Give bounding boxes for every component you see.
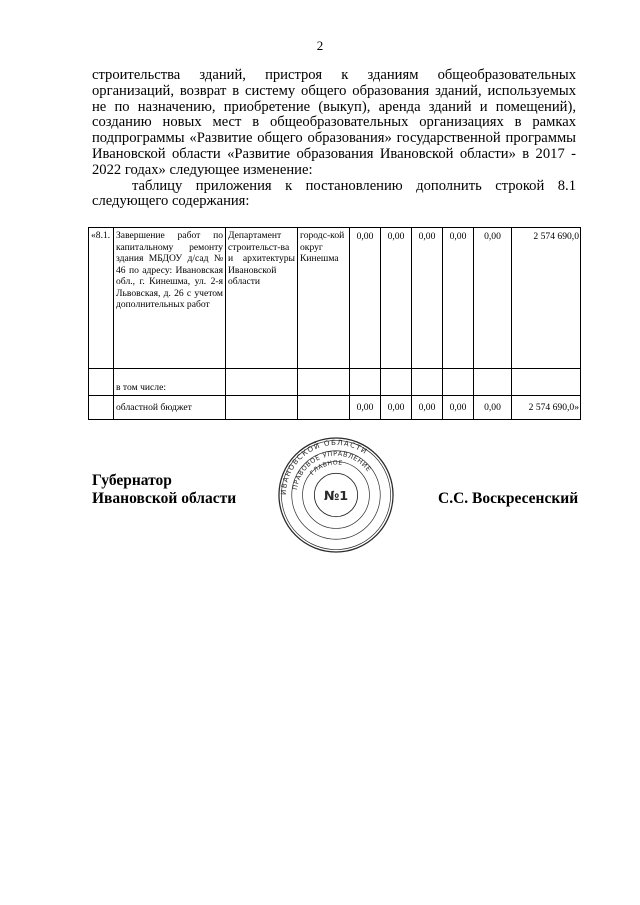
- row-number-cell: «8.1.: [89, 228, 114, 369]
- paragraph-amendment: таблицу приложения к постановлению дополнить строкой 8.1 следующего содержания:: [92, 177, 576, 210]
- official-seal-stamp: [277, 436, 395, 554]
- amendment-table: [88, 227, 581, 420]
- signature-name: С.С. Воскресенский: [438, 490, 579, 507]
- value-cell: 0,00: [474, 228, 512, 369]
- value-cell: 0,00: [412, 396, 443, 420]
- empty-cell: [89, 369, 114, 396]
- empty-cell: [443, 369, 474, 396]
- seal-number: №1: [323, 488, 349, 504]
- empty-cell: [226, 369, 298, 396]
- description-cell: Завершение работ по капитальному ремонту здания МБДОУ д/сад № 46 по адресу: Ивановская обл., г. Кинешма, ул. 2-я Львовская, д. 26 с учетом дополнительных работ: [114, 228, 226, 369]
- value-cell: 0,00: [474, 396, 512, 420]
- empty-cell: [381, 369, 412, 396]
- empty-cell: [298, 369, 350, 396]
- empty-cell: [89, 396, 114, 420]
- value-cell: 0,00: [350, 396, 381, 420]
- signature-title: [92, 472, 236, 508]
- signature-title-line-2: Ивановской области: [92, 490, 237, 507]
- table-row-main: [89, 228, 581, 369]
- seal-inner-text: ГЛАВНОЕ: [308, 459, 344, 477]
- page-number: 2: [316, 38, 324, 53]
- value-cell: 0,00: [443, 396, 474, 420]
- total-cell: 2 574 690,0: [512, 228, 581, 369]
- value-cell: 0,00: [381, 228, 412, 369]
- value-cell: 0,00: [381, 396, 412, 420]
- paragraph-continuation: строительства зданий, пристроя к зданиям общеобразовательных организаций, возврат в систему общего образования зданий, используемых не по назначению, приобретение (выкуп), аренда зданий и помещений), созданию новых мест в общеобразовательных организациях в рамках подпрограммы «Развитие общего образования» государственной программы Ивановской области «Развитие образования Ивановской области» в 2017 - 2022 годах» следующее изменение:: [92, 67, 576, 178]
- value-cell: 0,00: [350, 228, 381, 369]
- empty-cell: [512, 369, 581, 396]
- seal-middle-text: ПРАВОВОЕ УПРАВЛЕНИЕ: [290, 449, 373, 491]
- value-cell: 0,00: [412, 228, 443, 369]
- municipality-cell: городс-кой округ Кинешма: [298, 228, 350, 369]
- seal-outer-text: ИВАНОВСКОЙ ОБЛАСТИ: [278, 437, 370, 496]
- body-text: [92, 68, 576, 210]
- empty-cell: [226, 396, 298, 420]
- empty-cell: [412, 369, 443, 396]
- empty-cell: [350, 369, 381, 396]
- empty-cell: [474, 369, 512, 396]
- including-label-cell: в том числе:: [114, 369, 226, 396]
- table-row-budget: [89, 396, 581, 420]
- empty-cell: [298, 396, 350, 420]
- executor-cell: Департамент строительст-ва и архитектуры Ивановской области: [226, 228, 298, 369]
- signature-title-line-1: Губернатор: [92, 472, 172, 489]
- value-cell: 0,00: [443, 228, 474, 369]
- table-row-including: [89, 369, 581, 396]
- total-cell: 2 574 690,0»: [512, 396, 581, 420]
- budget-label-cell: областной бюджет: [114, 396, 226, 420]
